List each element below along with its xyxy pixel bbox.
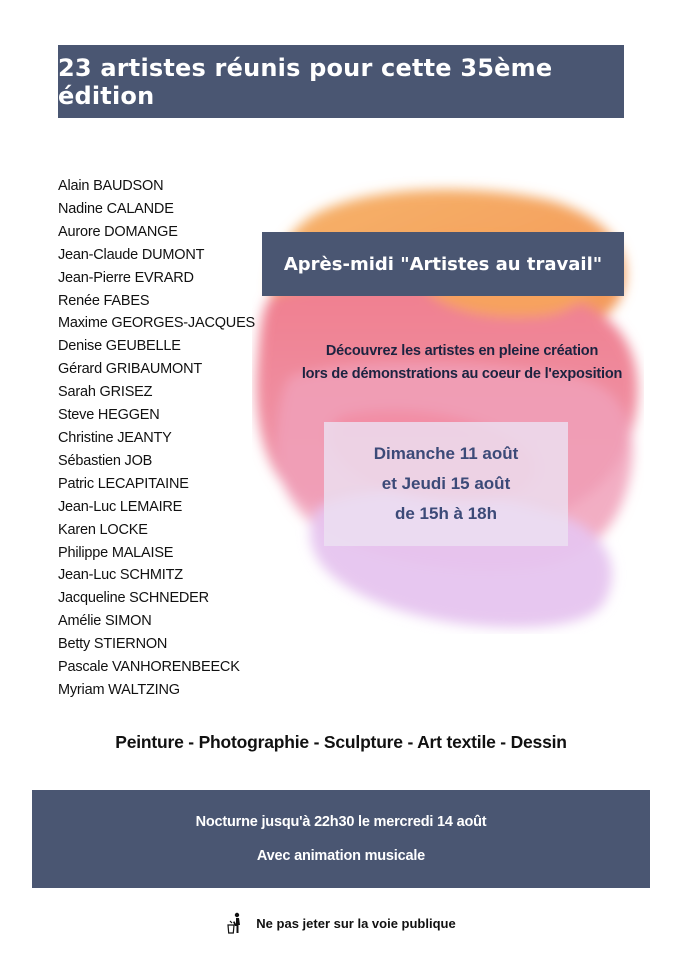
animation-text: Avec animation musicale (256, 848, 426, 864)
footer (0, 912, 682, 934)
event-time: de 15h à 18h (394, 504, 498, 523)
artist-name: Jean-Luc LEMAIRE (58, 498, 183, 515)
disciplines-line: Peinture - Photographie - Sculpture - Art textile - Dessin (115, 732, 567, 752)
artist-name: Denise GEUBELLE (58, 338, 181, 355)
event-description (262, 340, 662, 386)
artist-name: Patric LECAPITAINE (58, 475, 189, 492)
page-title: 23 artistes réunis pour cette 35ème édition (58, 53, 553, 110)
event-date: et Jeudi 15 août (381, 474, 511, 493)
artist-name: Jacqueline SCHNEDER (58, 590, 209, 607)
event-dates-box (324, 422, 568, 546)
artist-name: Aurore DOMANGE (58, 223, 178, 240)
artist-list (58, 175, 255, 702)
nocturne-banner (32, 790, 650, 888)
event-title: Après-midi "Artistes au travail" (283, 253, 603, 275)
title-banner (58, 45, 624, 118)
artist-name: Renée FABES (58, 292, 150, 309)
event-description-line: Découvrez les artistes en pleine création (325, 343, 599, 359)
event-description-line: lors de démonstrations au coeur de l'exposition (301, 366, 623, 382)
artist-name: Philippe MALAISE (58, 544, 174, 561)
artist-name: Sarah GRISEZ (58, 384, 153, 401)
artist-name: Karen LOCKE (58, 521, 148, 538)
artist-name: Jean-Claude DUMONT (58, 246, 205, 263)
litter-bin-icon (226, 912, 246, 934)
artist-name: Sébastien JOB (58, 452, 153, 469)
artist-name: Steve HEGGEN (58, 407, 160, 424)
artist-name: Betty STIERNON (58, 636, 168, 653)
artist-name: Pascale VANHORENBEECK (58, 659, 240, 676)
nocturne-text: Nocturne jusqu'à 22h30 le mercredi 14 août (195, 814, 487, 830)
footer-text: Ne pas jeter sur la voie publique (256, 915, 456, 931)
artist-name: Gérard GRIBAUMONT (58, 361, 203, 378)
artist-name: Myriam WALTZING (58, 681, 180, 698)
artist-name: Nadine CALANDE (58, 200, 174, 217)
artist-name: Jean-Luc SCHMITZ (58, 567, 183, 584)
event-title-banner (262, 232, 624, 296)
artist-name: Christine JEANTY (58, 429, 172, 446)
artist-name: Amélie SIMON (58, 613, 152, 630)
artist-name: Maxime GEORGES-JACQUES (58, 315, 256, 332)
event-date: Dimanche 11 août (373, 444, 519, 463)
artist-name: Jean-Pierre EVRARD (58, 269, 194, 286)
artist-name: Alain BAUDSON (58, 178, 164, 194)
